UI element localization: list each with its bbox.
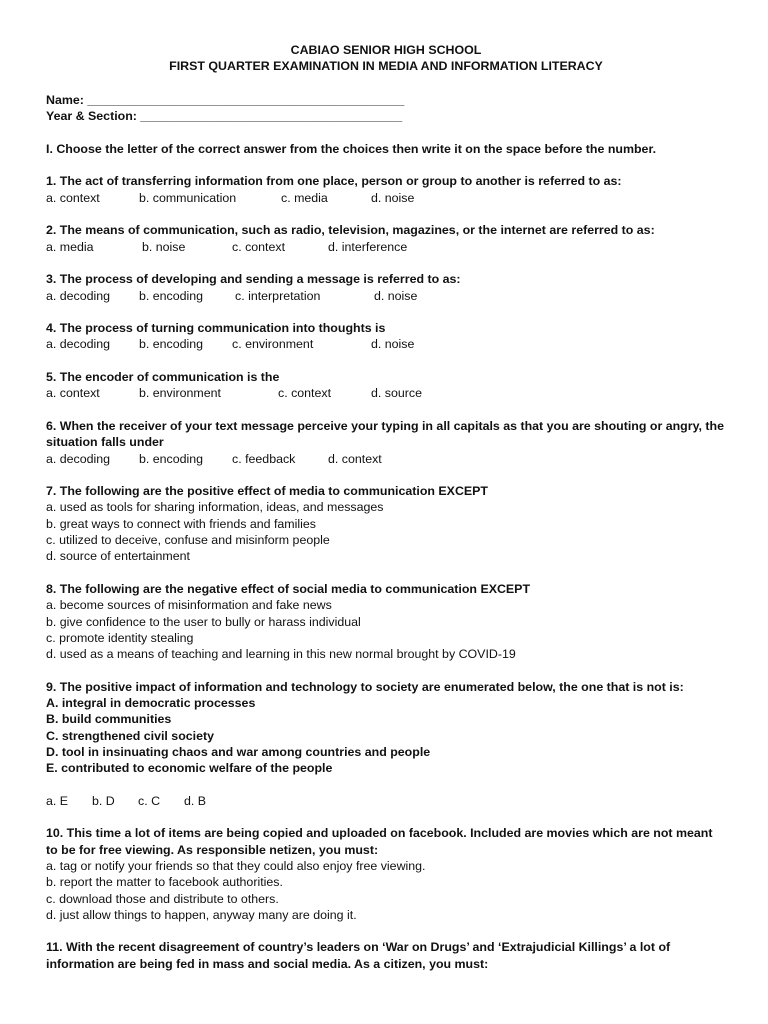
instructions: I. Choose the letter of the correct answer from the choices then write it on the space before the number. [46, 141, 657, 156]
option-a[interactable]: a. decoding [46, 337, 111, 352]
option-c[interactable]: c. promote identity stealing [46, 630, 194, 645]
question-stem: 8. The following are the negative effect of social media to communication EXCEPT [46, 581, 531, 596]
question-stem: 11. With the recent disagreement of country’s leaders on ‘War on Drugs’ and ‘Extrajudicial Killings’ a lot of information are being fed in mass and social media. As a citizen, you must: [46, 940, 671, 971]
question-options [46, 239, 726, 255]
option-d[interactable]: d. noise [371, 190, 415, 205]
question-stem: 1. The act of transferring information from one place, person or group to another is referred to as: [46, 174, 622, 189]
statement-c: C. strengthened civil society [46, 728, 215, 743]
year-section-field[interactable]: Year & Section: ______________________________________ [46, 109, 403, 124]
option-c[interactable]: c. context [278, 386, 332, 401]
question-options [46, 793, 726, 809]
option-c[interactable]: c. interpretation [235, 288, 321, 303]
option-a[interactable]: a. E [46, 793, 69, 808]
option-a[interactable]: a. used as tools for sharing information, ideas, and messages [46, 500, 384, 515]
option-c[interactable]: c. context [232, 239, 286, 254]
option-d[interactable]: d. context [328, 451, 382, 466]
question-options [46, 190, 726, 206]
name-field[interactable]: Name: ______________________________________________ [46, 93, 405, 107]
question-options [46, 451, 726, 467]
option-a[interactable]: a. context [46, 386, 100, 401]
option-a[interactable]: a. context [46, 190, 100, 205]
option-a[interactable]: a. decoding [46, 451, 111, 466]
exam-title: FIRST QUARTER EXAMINATION IN MEDIA AND INFORMATION LITERACY [169, 59, 603, 73]
question-stem: 2. The means of communication, such as radio, television, magazines, or the internet are referred to as: [46, 223, 655, 238]
option-d[interactable]: d. interference [328, 239, 408, 254]
question-stem: 5. The encoder of communication is the [46, 370, 280, 385]
question-stem: 10. This time a lot of items are being copied and uploaded on facebook. Included are movies which are not meant to be for free viewing. As responsible netizen, you must: [46, 826, 713, 857]
option-b[interactable]: b. encoding [139, 451, 204, 466]
option-a[interactable]: a. become sources of misinformation and fake news [46, 598, 332, 613]
question-options [46, 288, 726, 304]
question-options [46, 336, 726, 352]
statement-b: B. build communities [46, 712, 172, 727]
option-b[interactable]: b. report the matter to facebook authorities. [46, 875, 283, 890]
question-stem: 9. The positive impact of information and technology to society are enumerated below, the one that is not is: [46, 679, 684, 694]
option-d[interactable]: d. used as a means of teaching and learning in this new normal brought by COVID-19 [46, 647, 516, 662]
statement-a: A. integral in democratic processes [46, 695, 256, 710]
statement-d: D. tool in insinuating chaos and war among countries and people [46, 744, 431, 759]
question-stem: 3. The process of developing and sending a message is referred to as: [46, 272, 461, 287]
option-d[interactable]: d. source [371, 386, 422, 401]
option-c[interactable]: c. C [138, 793, 161, 808]
option-b[interactable]: b. encoding [139, 337, 204, 352]
option-c[interactable]: c. media [281, 190, 328, 205]
option-d[interactable]: d. just allow things to happen, anyway many are doing it. [46, 907, 357, 922]
option-b[interactable]: b. give confidence to the user to bully or harass individual [46, 614, 361, 629]
question-stem: 6. When the receiver of your text message perceive your typing in all capitals as that you are shouting or angry, the situation falls under [46, 418, 725, 450]
option-c[interactable]: c. feedback [232, 451, 296, 466]
exam-page [46, 42, 726, 972]
option-c[interactable]: c. utilized to deceive, confuse and misinform people [46, 533, 330, 548]
option-b[interactable]: b. great ways to connect with friends and families [46, 516, 316, 531]
option-a[interactable]: a. media [46, 239, 94, 254]
question-stem: 4. The process of turning communication into thoughts is [46, 321, 386, 336]
option-d[interactable]: d. B [184, 793, 207, 808]
option-a[interactable]: a. tag or notify your friends so that they could also enjoy free viewing. [46, 858, 426, 873]
option-c[interactable]: c. download those and distribute to others. [46, 891, 279, 906]
option-b[interactable]: b. communication [139, 190, 237, 205]
option-a[interactable]: a. decoding [46, 288, 111, 303]
option-b[interactable]: b. encoding [139, 288, 204, 303]
question-options [46, 385, 726, 401]
option-d[interactable]: d. noise [371, 337, 415, 352]
option-b[interactable]: b. D [92, 793, 115, 808]
statement-e: E. contributed to economic welfare of the people [46, 761, 333, 776]
option-d[interactable]: d. noise [374, 288, 418, 303]
option-b[interactable]: b. environment [139, 386, 221, 401]
option-d[interactable]: d. source of entertainment [46, 549, 190, 564]
option-b[interactable]: b. noise [142, 239, 186, 254]
question-stem: 7. The following are the positive effect of media to communication EXCEPT [46, 484, 488, 499]
school-name: CABIAO SENIOR HIGH SCHOOL [290, 43, 482, 57]
option-c[interactable]: c. environment [232, 337, 314, 352]
